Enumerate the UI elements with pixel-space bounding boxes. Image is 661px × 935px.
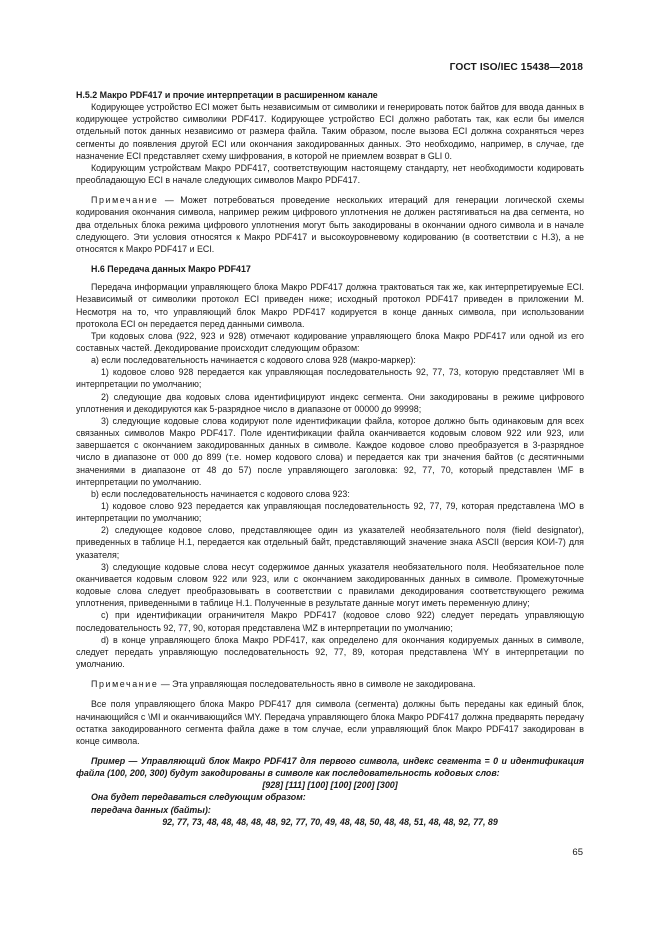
list-item-a: а) если последовательность начинается с кодового слова 928 (макро-маркер):: [91, 355, 416, 366]
example-text: Пример — Управляющий блок Макро PDF417 для первого символа, индекс сегмента = 0 и идентификация файла (100, 200, 300) будут закодированы в символе как последовательность кодовых слов:: [76, 755, 584, 779]
list-item-b: b) если последовательность начинается с кодового слова 923:: [91, 488, 350, 499]
note-label: Примечание: [91, 679, 159, 690]
standard-header: ГОСТ ISO/IEC 15438—2018: [449, 62, 583, 73]
note-text: — Эта управляющая последовательность явно в символе не закодирована.: [158, 679, 476, 690]
paragraph: Три кодовых слова (922, 923 и 928) отмечают кодирование управляющего блока Макро PDF417 или одной из его составных частей. Декодирование происходит следующим образом:: [76, 330, 584, 353]
example-codewords: [928] [111] [100] [100] [200] [300]: [262, 780, 398, 791]
paragraph: Передача информации управляющего блока Макро PDF417 должна трактоваться так же, как интерпретируемые ECI. Независимый от символики протокол ECI приведен ниже; исходный протокол PDF417 приведен в приложении М. Несмотря на то, что управляющий блок Макро PDF417 кодируется в конце данных символа, при использовании протокола ECI он передается перед данными символа.: [76, 282, 584, 329]
paragraph: Все поля управляющего блока Макро PDF417 для символа (сегмента) должны быть переданы как единый блок, начинающийся с \MI и оканчивающийся \MY. Передача управляющего блока Макро PDF417 должна предварять передачу остатка закодированного сегмента файла даже в том случае, если управляющий блок Макро PDF417 закодирован в конце символа.: [76, 699, 584, 746]
list-item-a1: 1) кодовое слово 928 передается как управляющая последовательность 92, 77, 73, которую представляет \MI в интерпретации по умолчанию;: [76, 367, 584, 390]
list-item-d: d) в конце управляющего блока Макро PDF417, как определено для окончания кодируемых данных в символе, следует передать управляющую последовательность 92, 77, 89, которая представлена \MY в интерпретации по умолчанию.: [76, 634, 584, 670]
section-heading-h6: H.6 Передача данных Макро PDF417: [91, 264, 251, 275]
paragraph: Кодирующее устройство ECI может быть независимым от символики и генерировать поток байтов для ввода данных в кодирующее устройство символики PDF417. Кодирующее устройство ECI должно работать так, как если бы имелся отдельный поток данных независимо от размера файла. Таким образом, после вызова ECI должна сохраняться через сегменты до появления другой ECI или окончания закодированных данных. Это необходимо, например, в случае, где назначение ECI представляет схему шифрования, в которой не приемлем возврат в GLI 0.: [76, 102, 584, 161]
list-item-a2: 2) следующие два кодовых слова идентифицируют индекс сегмента. Они закодированы в режиме цифрового уплотнения и декодируются как 5-разрядное число в диапазоне от 00000 до 99998;: [76, 391, 584, 414]
note-text: — Может потребоваться проведение нескольких итераций для генерации логической схемы кодирования окончания символа, например режим цифрового уплотнения не должен растягиваться на два сегмента, но два отдельных блока режима цифрового уплотнения могут быть закодированы в окончании одного символа и в начале следующего. Эти условия относятся к Макро PDF417 и высокоуровневому кодированию (в соответствии с Н.3), а не относятся к Макро PDF417 и ECI.: [76, 195, 584, 254]
document-body: [76, 89, 584, 828]
list-item-c: с) при идентификации ограничителя Макро PDF417 (кодовое слово 922) следует передать управляющую последовательность 92, 77, 90, которая представлена \MZ в интерпретации по умолчанию;: [76, 610, 584, 633]
example-line: передача данных (байты):: [91, 804, 211, 815]
section-heading-h52: H.5.2 Макро PDF417 и прочие интерпретации в расширенном канале: [76, 90, 378, 100]
note: [76, 678, 584, 690]
paragraph: Кодирующим устройствам Макро PDF417, соответствующим настоящему стандарту, нет необходимости кодировать преобладающую ECI в начале следующих символов Макро PDF417.: [76, 162, 584, 186]
list-item-b3: 3) следующие кодовые слова несут содержимое данных указателя необязательного поля. Необязательное поле оканчивается кодовым словом 922 или 923, или с окончанием закодированных данных в символе. Промежуточные кодовые слова следует преобразовывать в соответствии с правилами декодирования соответствующего режима уплотнения, приведенными в таблице Н.1. Полученные в результате данные могут иметь переменную длину;: [76, 561, 584, 609]
list-item-a3: 3) следующие кодовые слова кодируют поле идентификации файла, которое должно быть одинаковым для всех связанных символов Макро PDF417. Поле идентификации файла оканчивается кодовым словом 922 или 923, или завершается с окончанием закодированных данных в символе. Каждое кодовое слово преобразуется в 3-разрядное число в диапазоне от 000 до 899 (т.е. номер кодового слова) и передается как три значения байтов (с десятичными значениями в диапазоне от 48 до 57) после управляющего заголовка: 92, 77, 70, который представлен \MF в интерпретации по умолчанию.: [76, 415, 584, 487]
example-line: Она будет передаваться следующим образом:: [91, 792, 306, 803]
page-number: 65: [572, 847, 583, 858]
list-item-b2: 2) следующее кодовое слово, представляющее один из указателей необязательного поля (field designator), приведенных в таблице Н.1, передается как отдельный байт, представляющий значение знака ASCII (версия КОИ-7) для указателя;: [76, 525, 584, 560]
note-label: Примечание: [91, 195, 159, 206]
example-bytes: 92, 77, 73, 48, 48, 48, 48, 48, 92, 77, 70, 49, 48, 48, 50, 48, 48, 51, 48, 48, 92, 77, 89: [162, 816, 498, 827]
note: [76, 194, 584, 255]
list-item-b1: 1) кодовое слово 923 передается как управляющая последовательность 92, 77, 79, которая представлена \MO в интерпретации по умолчанию;: [76, 501, 584, 524]
